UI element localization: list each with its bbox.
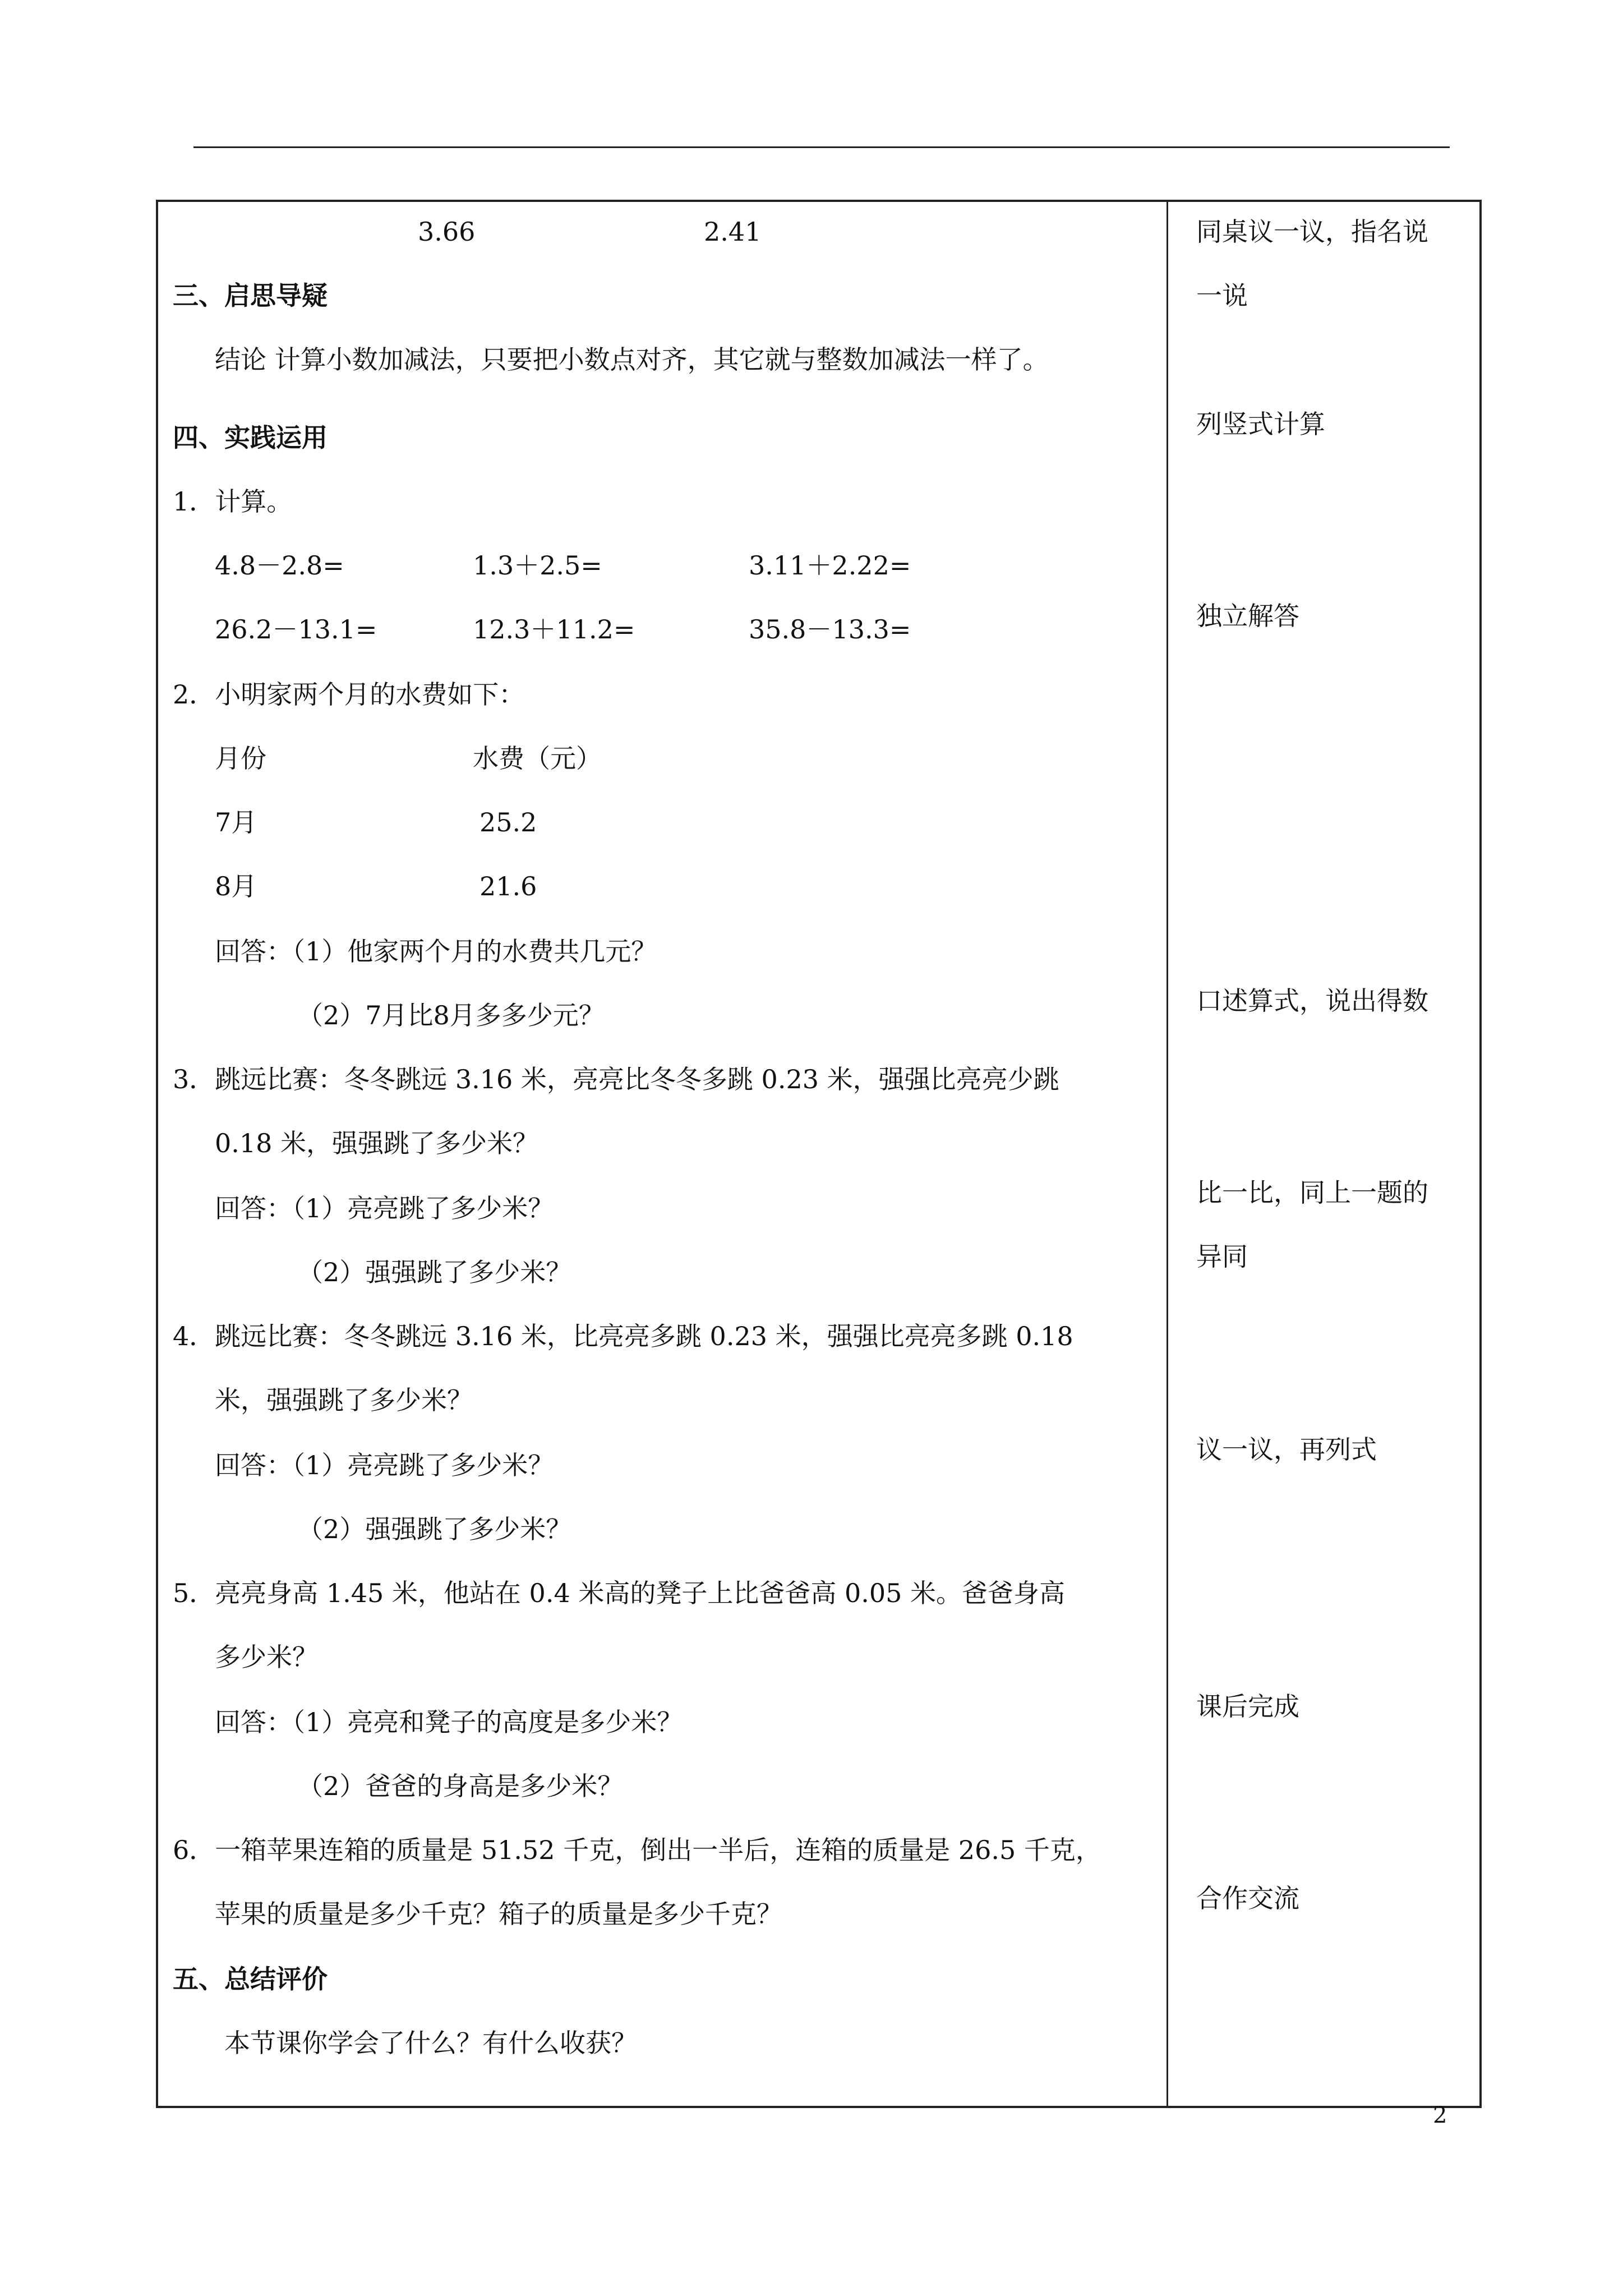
q3-line-1: 3．跳远比赛：冬冬跳远 3.16 米，亮亮比冬冬多跳 0.23 米，强强比亮亮少跳: [173, 1064, 1059, 1094]
q2-answer-1: 回答：（1）他家两个月的水费共几元？: [215, 936, 657, 967]
q4-line-2: 米，强强跳了多少米？: [215, 1385, 473, 1415]
q2-title: 2．小明家两个月的水费如下：: [173, 679, 525, 710]
note: 议一议，再列式: [1196, 1434, 1377, 1465]
section-5-heading: 五、总结评价: [173, 1964, 328, 1994]
q2-month: 7月: [215, 807, 257, 838]
page-number: 2: [1433, 2102, 1447, 2128]
q1-title: 1．计算。: [173, 486, 293, 517]
q1-expr: 26.2－13.1=: [215, 614, 377, 645]
q1-expr: 1.3＋2.5=: [473, 550, 602, 581]
q4-answer-1: 回答：（1）亮亮跳了多少米？: [215, 1450, 554, 1480]
q6-line-1: 6．一箱苹果连箱的质量是 51.52 千克，倒出一半后，连箱的质量是 26.5 千克，: [173, 1835, 1101, 1865]
section-3-heading: 三、启思导疑: [173, 280, 328, 311]
q2-fee: 21.6: [479, 871, 537, 901]
q1-expr: 12.3＋11.2=: [473, 614, 635, 645]
q2-month: 8月: [215, 871, 257, 901]
note: 课后完成: [1196, 1691, 1299, 1722]
q2-fee: 25.2: [479, 807, 537, 838]
q1-expr: 3.11＋2.22=: [749, 550, 911, 581]
q2-col-month: 月份: [215, 743, 266, 774]
q5-line-2: 多少米？: [215, 1642, 318, 1672]
top-value-1: 3.66: [418, 217, 476, 247]
q2-answer-2: （2）7月比8月多多少元？: [297, 1000, 605, 1030]
q3-answer-1: 回答：（1）亮亮跳了多少米？: [215, 1193, 554, 1223]
note: 口述算式，说出得数: [1196, 986, 1428, 1016]
q2-col-fee: 水费（元）: [473, 743, 602, 774]
note: 合作交流: [1196, 1883, 1299, 1913]
q3-answer-2: （2）强强跳了多少米？: [297, 1257, 572, 1287]
note: 同桌议一议，指名说: [1196, 217, 1428, 247]
q1-expr: 35.8－13.3=: [749, 614, 911, 645]
header-rule: [193, 146, 1450, 148]
section-3-conclusion: 结论 计算小数加减法，只要把小数点对齐，其它就与整数加减法一样了。: [215, 344, 1049, 375]
q3-line-2: 0.18 米，强强跳了多少米？: [215, 1128, 539, 1158]
q6-line-2: 苹果的质量是多少千克？箱子的质量是多少千克？: [215, 1899, 782, 1929]
note: 独立解答: [1196, 601, 1299, 631]
column-divider: [1166, 200, 1168, 2108]
note: 异同: [1196, 1241, 1248, 1272]
note: 比一比，同上一题的: [1196, 1177, 1428, 1208]
section-5-text: 本节课你学会了什么？有什么收获？: [224, 2028, 637, 2058]
top-value-2: 2.41: [704, 217, 762, 247]
q5-line-1: 5．亮亮身高 1.45 米，他站在 0.4 米高的凳子上比爸爸高 0.05 米。爸爸身高: [173, 1578, 1065, 1608]
q1-expr: 4.8－2.8=: [215, 550, 344, 581]
q5-answer-2: （2）爸爸的身高是多少米？: [297, 1771, 624, 1801]
note: 列竖式计算: [1196, 409, 1325, 439]
q4-line-1: 4．跳远比赛：冬冬跳远 3.16 米，比亮亮多跳 0.23 米，强强比亮亮多跳 0.18: [173, 1321, 1073, 1351]
section-4-heading: 四、实践运用: [173, 422, 328, 453]
q5-answer-1: 回答：（1）亮亮和凳子的高度是多少米？: [215, 1707, 683, 1737]
note: 一说: [1196, 280, 1248, 311]
q4-answer-2: （2）强强跳了多少米？: [297, 1514, 572, 1544]
